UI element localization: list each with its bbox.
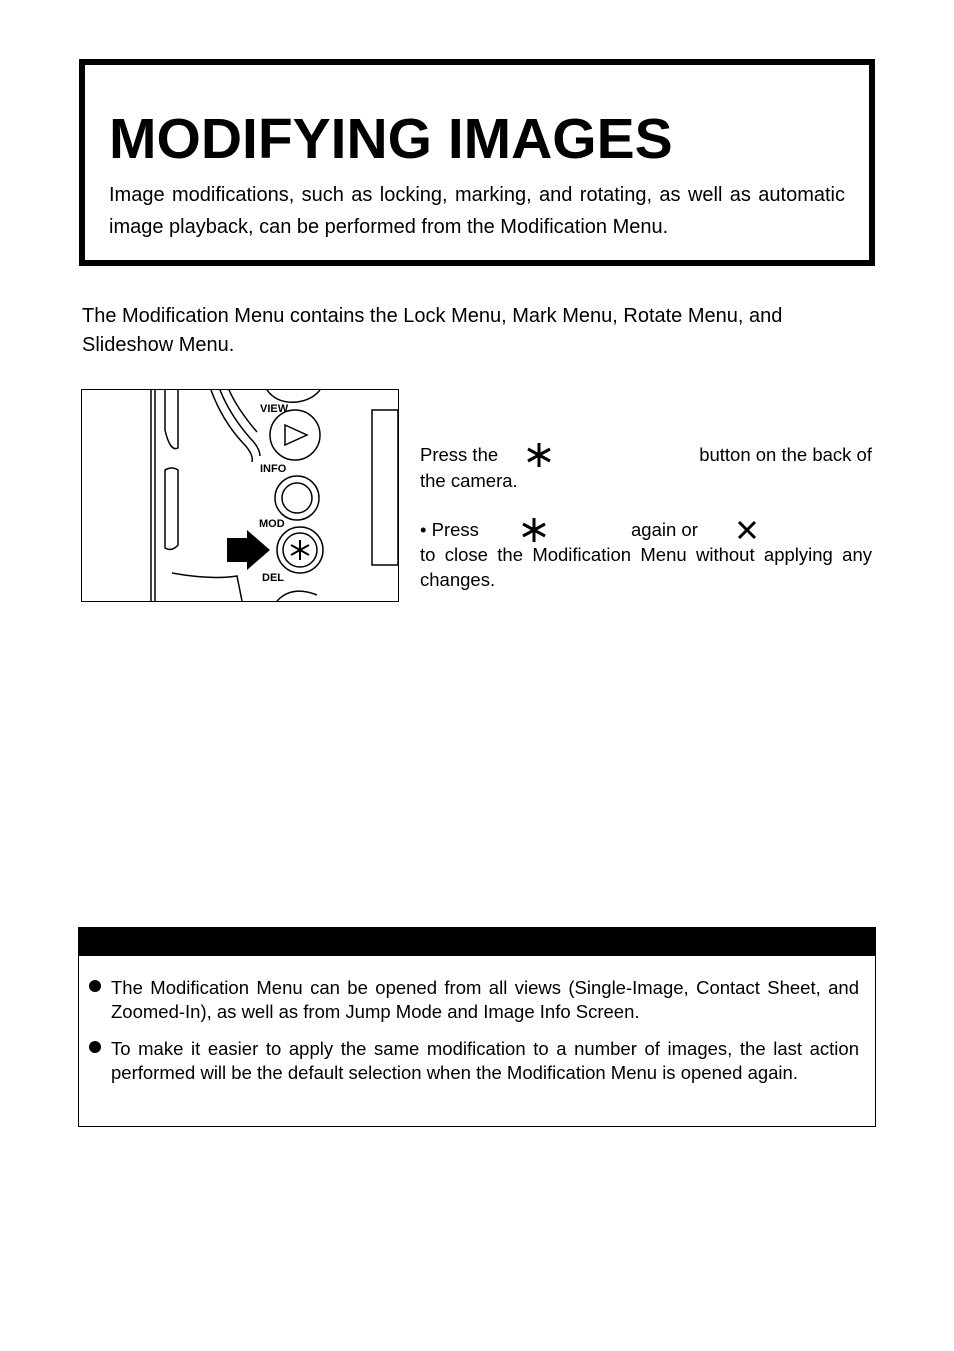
step2-start-text: • Press <box>420 519 479 540</box>
notes-header-bar <box>78 927 876 956</box>
step1-start-text: Press the <box>420 444 499 465</box>
page-subtitle: Image modifications, such as locking, marking, and rotating, as well as automatic image playback, can be performed from the Modification Menu. <box>109 184 845 238</box>
x-icon <box>736 520 758 540</box>
label-info: INFO <box>260 463 287 475</box>
label-del: DEL <box>262 572 284 584</box>
step1-line2-text: the camera. <box>420 470 518 491</box>
instruction-step-1 <box>420 442 872 493</box>
page-title: MODIFYING IMAGES <box>109 107 673 171</box>
step2-mid-text: again or <box>631 519 698 540</box>
note-text: To make it easier to apply the same modification to a number of images, the last action performed will be the default selection when the Modification Menu is opened again. <box>111 1038 859 1083</box>
intro-paragraph: The Modification Menu contains the Lock Menu, Mark Menu, Rotate Menu, and Slideshow Menu. <box>82 305 783 356</box>
step2-line2-text: to close the Modification Menu without applying any changes. <box>420 544 872 590</box>
camera-back-illustration <box>81 389 399 602</box>
note-item <box>89 976 859 1024</box>
bullet-icon <box>89 1041 101 1053</box>
asterisk-icon <box>521 517 547 543</box>
label-mod: MOD <box>259 518 285 530</box>
note-item <box>89 1037 859 1085</box>
title-box <box>79 59 875 266</box>
note-text: The Modification Menu can be opened from all views (Single-Image, Contact Sheet, and Zoomed-In), as well as from Jump Mode and Image Info Screen. <box>111 977 859 1022</box>
camera-back-drawing <box>82 390 398 601</box>
notes-box <box>78 956 876 1127</box>
instruction-step-2 <box>420 517 872 592</box>
bullet-icon <box>89 980 101 992</box>
step1-end-text: button on the back of <box>699 444 872 465</box>
pointer-arrow-icon <box>227 530 270 570</box>
asterisk-icon <box>526 442 552 468</box>
label-view: VIEW <box>260 403 289 415</box>
asterisk-icon <box>291 540 309 560</box>
